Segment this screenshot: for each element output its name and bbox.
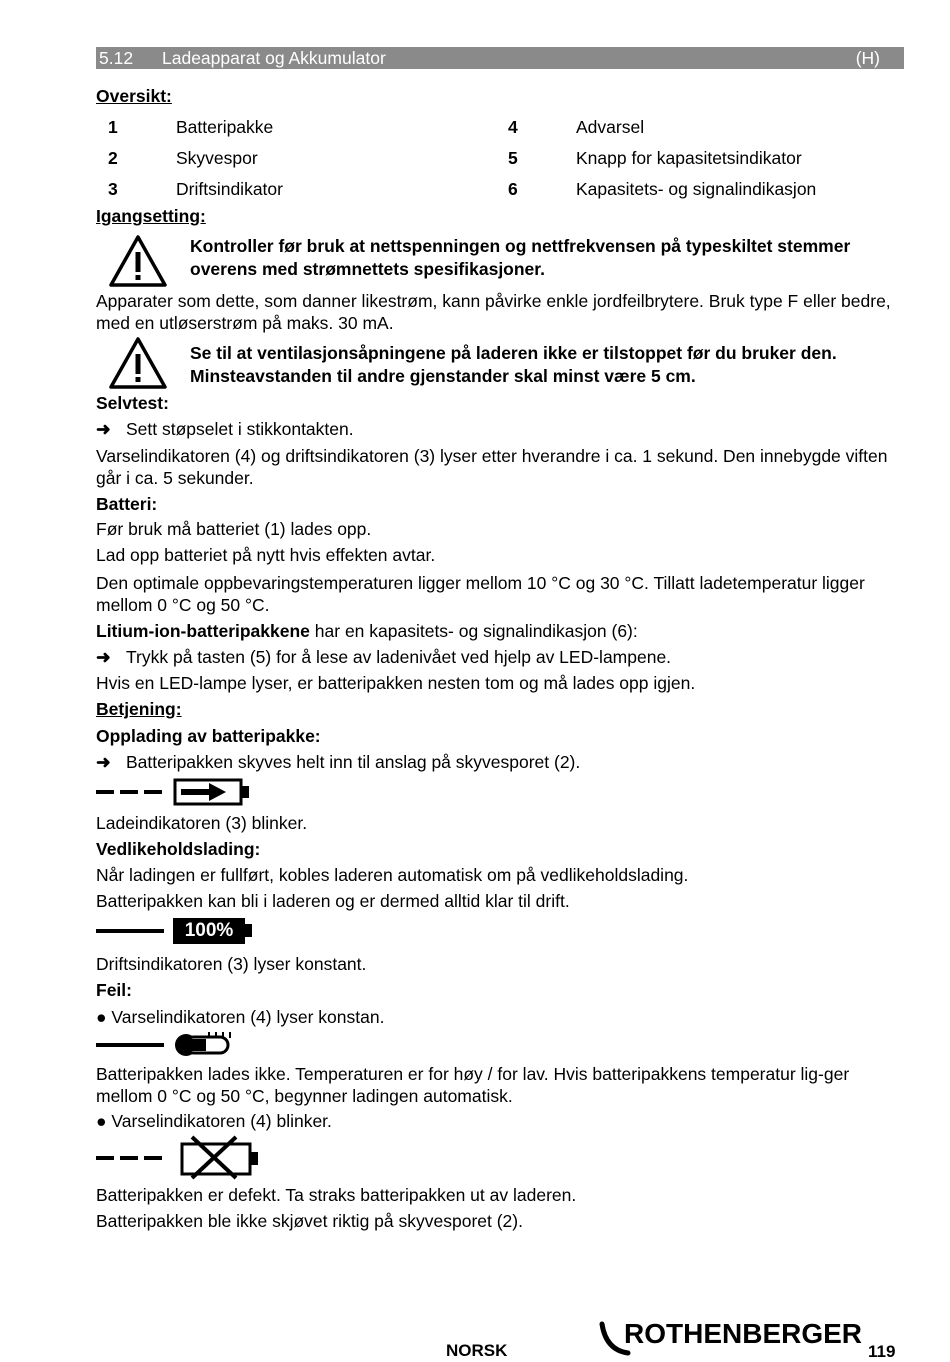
overview-num: 5 [508,148,518,168]
text-line: Lad opp batteriet på nytt hvis effekten avtar. [96,545,436,565]
step-item [96,419,354,440]
right-arrow-icon: ➜ [96,647,111,667]
overview-label: Skyvespor [176,148,258,168]
overview-label: Advarsel [576,117,645,137]
brand-name: ROTHENBERGER [624,1318,863,1349]
overview-label: Knapp for kapasitetsindikator [576,148,802,168]
thermometer-icon [96,1030,266,1060]
page-number: 119 [868,1342,896,1361]
subheading: Feil: [96,980,132,1000]
overview-label: Driftsindikator [176,179,283,199]
overview-heading: Oversikt: [96,86,172,106]
warning-triangle-icon [108,336,168,390]
step-item [96,647,671,668]
overview-label: Batteripakke [176,117,274,137]
igangsetting-heading: Igangsetting: [96,206,206,226]
bullet-item: ● Varselindikatoren (4) lyser konstan. [96,1007,385,1027]
section-header [96,47,904,69]
batteri-heading: Batteri: [96,494,158,514]
battery-terminal [245,924,252,937]
step-item [96,752,580,773]
defect-battery-icon [96,1134,266,1180]
text-line: Batteripakken ble ikke skjøvet riktig på skyvesporet (2). [96,1211,523,1231]
overview-num: 3 [108,179,118,199]
paragraph: Apparater som dette, som danner likestrøm, kann påvirke enkle jordfeilbrytere. Bruk type F eller bedre, med en utløserstrøm på maks. 30 mA. [96,291,891,333]
overview-num: 2 [108,148,118,168]
betjening-heading: Betjening: [96,699,182,719]
overview-label: Kapasitets- og signalindikasjon [576,179,817,199]
overview-num: 4 [508,117,518,137]
text-line: Driftsindikatoren (3) lyser konstant. [96,954,367,974]
battery-percent-label: 100% [184,920,234,941]
text-line: Før bruk må batteriet (1) lades opp. [96,519,372,539]
solid-line [96,929,164,933]
full-battery-icon [173,918,245,944]
text-line: Ladeindikatoren (3) blinker. [96,813,308,833]
paragraph: Varselindikatoren (4) og driftsindikatoren (3) lyser etter hverandre i ca. 1 sekund. Den innebygde viften går i ca. 5 sekunder. [96,446,888,488]
subheading: Opplading av batteripakke: [96,726,321,746]
warning-text: Se til at ventilasjonsåpningene på laderen ikke er tilstoppet før du bruker den. Minsteavstanden til andre gjenstander skal minst være 5 cm. [190,343,837,386]
right-arrow-icon: ➜ [96,419,111,439]
overview-num: 1 [108,117,118,137]
bullet-item: ● Varselindikatoren (4) blinker. [96,1111,332,1131]
footer-language: NORSK [446,1341,508,1360]
warning-text: Kontroller før bruk at nettspenningen og nettfrekvensen på typeskiltet stemmer overens med strømnettets spesifikasjoner. [190,236,851,279]
step-text: Trykk på tasten (5) for å lese av ladenivået ved hjelp av LED-lampene. [126,647,672,667]
selvtest-heading: Selvtest: [96,393,169,413]
text-line [96,621,638,642]
charging-battery-icon [96,778,256,808]
paragraph: Den optimale oppbevaringstemperaturen ligger mellom 10 °C og 30 °C. Tillatt ladetemperatur ligger mellom 0 °C og 50 °C. [96,573,865,615]
bold-term: Litium-ion-batteripakkene [96,621,310,641]
text-line: Hvis en LED-lampe lyser, er batteripakken nesten tom og må lades opp igjen. [96,673,696,693]
overview-num: 6 [508,179,518,199]
warning-triangle-icon [108,234,168,288]
text-line: Når ladingen er fullført, kobles laderen automatisk om på vedlikeholdslading. [96,865,689,885]
text-span: har en kapasitets- og signalindikasjon (6): [309,621,638,641]
section-number: 5.12 [99,48,134,68]
section-title: Ladeapparat og Akkumulator [162,48,386,68]
section-code: (H) [855,48,880,68]
right-arrow-icon: ➜ [96,752,111,772]
subheading: Vedlikeholdslading: [96,839,261,859]
paragraph: Batteripakken lades ikke. Temperaturen er for høy / for lav. Hvis batteripakkens temperatur lig-ger mellom 0 °C og 50 °C, begynner ladingen automatisk. [96,1064,850,1106]
step-text: Batteripakken skyves helt inn til anslag på skyvesporet (2). [126,752,581,772]
text-line: Batteripakken kan bli i laderen og er dermed alltid klar til drift. [96,891,570,911]
text-line: Batteripakken er defekt. Ta straks batteripakken ut av laderen. [96,1185,577,1205]
step-text: Sett støpselet i stikkontakten. [126,419,354,439]
